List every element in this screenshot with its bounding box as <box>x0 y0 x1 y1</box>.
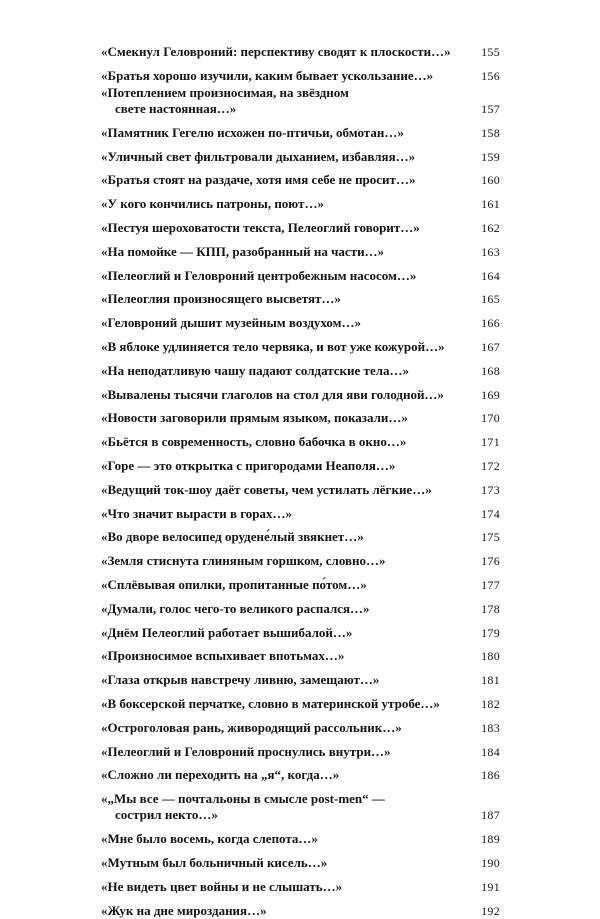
toc-entry <box>101 760 500 784</box>
toc-entry <box>101 664 500 688</box>
toc-entry <box>101 593 500 617</box>
toc-entry-page: 183 <box>481 720 500 735</box>
toc-entry-title-line2: сострил некто…» <box>115 807 218 823</box>
toc-entry <box>101 260 500 284</box>
toc-entry <box>101 823 500 847</box>
toc-entry-title: «Горе — это открытка с пригородами Неаполя…» <box>101 458 396 474</box>
toc-entry <box>101 569 500 593</box>
toc-entry <box>101 847 500 871</box>
toc-entry-page: 168 <box>481 363 500 378</box>
toc-entry-page: 179 <box>481 625 500 640</box>
toc-entry-title: «Геловроний дышит музейным воздухом…» <box>101 315 362 331</box>
toc-entry-page: 161 <box>481 197 500 212</box>
toc-entry-page: 160 <box>481 173 500 188</box>
toc-entry-page: 178 <box>481 601 500 616</box>
toc-entry-page: 192 <box>481 903 500 918</box>
toc-entry-title: «Сложно ли переходить на „я“, когда…» <box>101 767 340 783</box>
toc-entry-page: 180 <box>481 649 500 664</box>
toc-entry-page: 164 <box>481 268 500 283</box>
toc-entry <box>101 783 500 823</box>
toc-entry-page: 171 <box>481 435 500 450</box>
toc-entry-page: 167 <box>481 340 500 355</box>
toc-entry <box>101 403 500 427</box>
toc-entry-page: 187 <box>481 808 500 823</box>
toc-entry-title: «Ведущий ток-шоу даёт советы, чем устилать лёгкие…» <box>101 481 432 497</box>
toc-entry <box>101 141 500 165</box>
toc-entry <box>101 60 500 84</box>
toc-entry <box>101 426 500 450</box>
toc-entry <box>101 379 500 403</box>
toc-entry-title: «Не видеть цвет войны и не слышать…» <box>101 878 343 894</box>
toc-entry-title: «Смекнул Геловроний: перспективу сводят к плоскости…» <box>101 43 451 59</box>
toc-entry-page: 190 <box>481 856 500 870</box>
toc-entry <box>101 895 500 919</box>
toc-entry <box>101 498 500 522</box>
toc-entry <box>101 84 500 118</box>
toc-entry-title: «У кого кончились патроны, поют…» <box>101 196 324 212</box>
toc-entry-page: 170 <box>481 411 500 426</box>
toc-entry-page: 176 <box>481 554 500 569</box>
toc-entry-page: 163 <box>481 244 500 259</box>
toc-entry-title: «Глаза открыв навстречу ливню, замещают…» <box>101 672 380 688</box>
toc-entry-page: 184 <box>481 744 500 759</box>
toc-entry <box>101 212 500 236</box>
toc-entry <box>101 450 500 474</box>
toc-entry <box>101 355 500 379</box>
toc-entry-page: 172 <box>481 459 500 474</box>
toc-entry-page: 157 <box>481 102 500 117</box>
toc-entry <box>101 617 500 641</box>
toc-entry-title-line2: свете настоянная…» <box>115 101 237 117</box>
toc-entry-title: «Пестуя шероховатости текста, Пелеоглий говорит…» <box>101 220 420 236</box>
toc-entry-title-line1: «Потеплением произносимая, на звёздном <box>101 85 349 101</box>
toc-entry-title: «Братья стоят на раздаче, хотя имя себе не просит…» <box>101 172 416 188</box>
toc-entry-title: «Мутным был больничный кисель…» <box>101 855 328 870</box>
toc-entry-title: «На неподатливую чашу падают солдатские тела…» <box>101 362 410 378</box>
toc-entry <box>101 545 500 569</box>
toc-entry-title: «Новости заговорили прямым языком, показали…» <box>101 410 408 426</box>
toc-entry <box>101 641 500 665</box>
toc-entry-page: 166 <box>481 316 500 331</box>
toc-entry-title <box>101 791 474 823</box>
toc-entry-page: 162 <box>481 221 500 236</box>
toc-entry-title-line1: «„Мы все — почтальоны в смысле post-men“ — <box>101 791 385 807</box>
toc-entry-title: «В яблоке удлиняется тело червяка, и вот уже кожурой…» <box>101 339 445 355</box>
toc-entry-title: «Вывалены тысячи глаголов на стол для яви голодной…» <box>101 386 444 402</box>
toc-entry-title: «Пелеоглия произносящего высветят…» <box>101 291 341 307</box>
toc-entry <box>101 307 500 331</box>
toc-entry <box>101 736 500 760</box>
toc-entry-page: 189 <box>481 832 500 847</box>
toc-entry <box>101 117 500 141</box>
toc-entry <box>101 331 500 355</box>
toc-entry-title: «Земля стиснута глиняным горшком, словно…» <box>101 553 386 569</box>
toc-entry-title: «Пелеоглий и Геловроний центробежным насосом…» <box>101 267 417 283</box>
toc-entry-page: 175 <box>481 530 500 545</box>
toc-entry-page: 174 <box>481 506 500 521</box>
toc-entry-title: «В боксерской перчатке, словно в материнской утробе…» <box>101 696 440 712</box>
toc-entry-page: 155 <box>481 44 500 59</box>
toc-entry-title: «Пелеоглий и Геловроний проснулись внутри…» <box>101 743 391 759</box>
toc-entry-page: 191 <box>481 879 500 894</box>
toc-entry <box>101 165 500 189</box>
toc-entry-page: 159 <box>481 149 500 164</box>
toc-entry <box>101 188 500 212</box>
toc-entry-page: 186 <box>481 768 500 783</box>
toc-entry-title: «Мне было восемь, когда слепота…» <box>101 831 318 847</box>
toc-entry-page: 182 <box>481 697 500 712</box>
toc-entry-title: «Остроголовая рань, живородящий рассольник…» <box>101 719 402 735</box>
toc-entry-page: 156 <box>481 68 500 83</box>
toc-entry-page: 165 <box>481 292 500 307</box>
toc-entry-page: 181 <box>481 673 500 688</box>
toc-entry-title: «Памятник Гегелю исхожен по-птичьи, обмотан…» <box>101 124 404 140</box>
toc-entry-title: «Днём Пелеоглий работает вышибалой…» <box>101 624 353 640</box>
toc-entry-title: «На помойке — КПП, разобранный на части…» <box>101 243 385 259</box>
toc-entry-title: «Думали, голос чего-то великого распался…» <box>101 600 370 616</box>
toc-entry <box>101 236 500 260</box>
toc-entry <box>101 284 500 308</box>
toc-entry-page: 158 <box>481 125 500 140</box>
toc-entry-title: «Сплёвывая опилки, пропитанные по́том…» <box>101 577 367 593</box>
toc-entry-title: «Что значит вырасти в горах…» <box>101 505 293 521</box>
toc-entry-title: «Уличный свет фильтровали дыханием, избавляя…» <box>101 148 416 164</box>
toc-entry-page: 173 <box>481 482 500 497</box>
table-of-contents <box>101 36 500 919</box>
toc-entry-title <box>101 85 474 117</box>
toc-entry-page: 177 <box>481 578 500 593</box>
toc-entry-title: «Во дворе велосипед орудене́лый звякнет…» <box>101 529 364 545</box>
toc-entry-title: «Произносимое вспыхивает впотьмах…» <box>101 648 345 664</box>
toc-entry-title: «Жук на дне мироздания…» <box>101 902 267 918</box>
toc-entry-page: 169 <box>481 387 500 402</box>
toc-entry <box>101 712 500 736</box>
toc-entry-title: «Бьётся в современность, словно бабочка в окно…» <box>101 434 407 450</box>
toc-entry <box>101 522 500 546</box>
toc-entry-title: «Братья хорошо изучили, каким бывает ускользание…» <box>101 67 434 83</box>
toc-entry <box>101 474 500 498</box>
toc-entry <box>101 871 500 895</box>
toc-entry <box>101 36 500 60</box>
toc-entry <box>101 688 500 712</box>
